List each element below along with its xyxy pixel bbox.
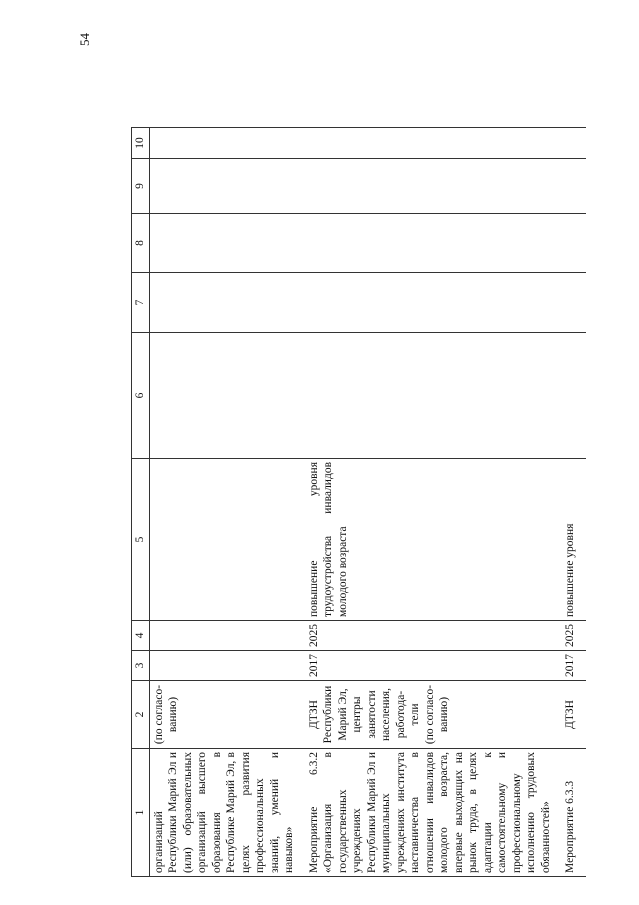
column-header-3: 3 <box>132 651 150 681</box>
activity-text: организаций Республики Марий Эл и (или) образовательных организаций высшего образования в Республике Марий Эл, в целях развития профессиональных знаний, умений и навыков» <box>152 752 295 873</box>
header-row <box>132 128 150 877</box>
executor-cell <box>149 681 305 749</box>
empty-cell <box>149 214 305 273</box>
activity-text: Мероприятие 6.3.3 <box>564 780 576 873</box>
activity-cell <box>149 749 305 877</box>
executor-cell <box>305 681 562 749</box>
empty-cell <box>149 159 305 214</box>
program-activities-table <box>131 127 586 877</box>
executor-text: (по согласо- ванию) <box>152 684 179 745</box>
table-row <box>305 128 562 877</box>
page-number: 54 <box>77 33 92 46</box>
rotated-table-sheet <box>131 47 639 877</box>
empty-cell <box>149 333 305 459</box>
empty-cell <box>561 159 586 214</box>
column-header-9: 9 <box>132 159 150 214</box>
start-year-cell <box>305 651 562 681</box>
column-header-4: 4 <box>132 621 150 651</box>
result-text: повышение уровня <box>564 523 576 617</box>
empty-cell <box>305 273 562 333</box>
column-header-1: 1 <box>132 749 150 877</box>
empty-cell <box>561 128 586 159</box>
end-year-cell <box>305 621 562 651</box>
executor-text: ДТЗН <box>564 700 576 729</box>
start-year-cell <box>149 651 305 681</box>
activity-cell <box>305 749 562 877</box>
column-header-5: 5 <box>132 459 150 621</box>
empty-cell <box>305 159 562 214</box>
table-row <box>149 128 305 877</box>
empty-cell <box>305 128 562 159</box>
end-year-cell <box>561 621 586 651</box>
start-year-cell <box>561 651 586 681</box>
column-header-8: 8 <box>132 214 150 273</box>
empty-cell <box>305 214 562 273</box>
activity-cell <box>561 749 586 877</box>
empty-cell <box>149 273 305 333</box>
end-year-cell <box>149 621 305 651</box>
empty-cell <box>149 128 305 159</box>
column-header-10: 10 <box>132 128 150 159</box>
column-header-2: 2 <box>132 681 150 749</box>
column-header-7: 7 <box>132 273 150 333</box>
executor-text: ДТЗН Республики Марий Эл, центры занятости населения, работода- тели (по согласо- ванию) <box>307 684 450 745</box>
end-year-text: 2025 <box>307 624 320 647</box>
result-cell <box>561 459 586 621</box>
start-year-text: 2017 <box>307 654 320 677</box>
end-year-text: 2025 <box>564 624 576 647</box>
empty-cell <box>305 333 562 459</box>
result-text: повышение уровня трудоустройства инвалидов молодого возраста <box>307 462 349 617</box>
result-cell <box>149 459 305 621</box>
start-year-text: 2017 <box>564 654 576 677</box>
activity-text: Мероприятие 6.3.2 «Организация в государственных учреждениях Республики Марий Эл и муниципальных учреждениях института наставничества в отношении инвалидов молодого возраста, впервые выходящих на рынок труда, в целях адаптации к самостоятельному и профессиональному исполнению трудовых обязанностей» <box>307 752 552 873</box>
table-row <box>561 128 586 877</box>
empty-cell <box>561 333 586 459</box>
column-header-6: 6 <box>132 333 150 459</box>
result-cell <box>305 459 562 621</box>
executor-cell <box>561 681 586 749</box>
empty-cell <box>561 273 586 333</box>
empty-cell <box>561 214 586 273</box>
